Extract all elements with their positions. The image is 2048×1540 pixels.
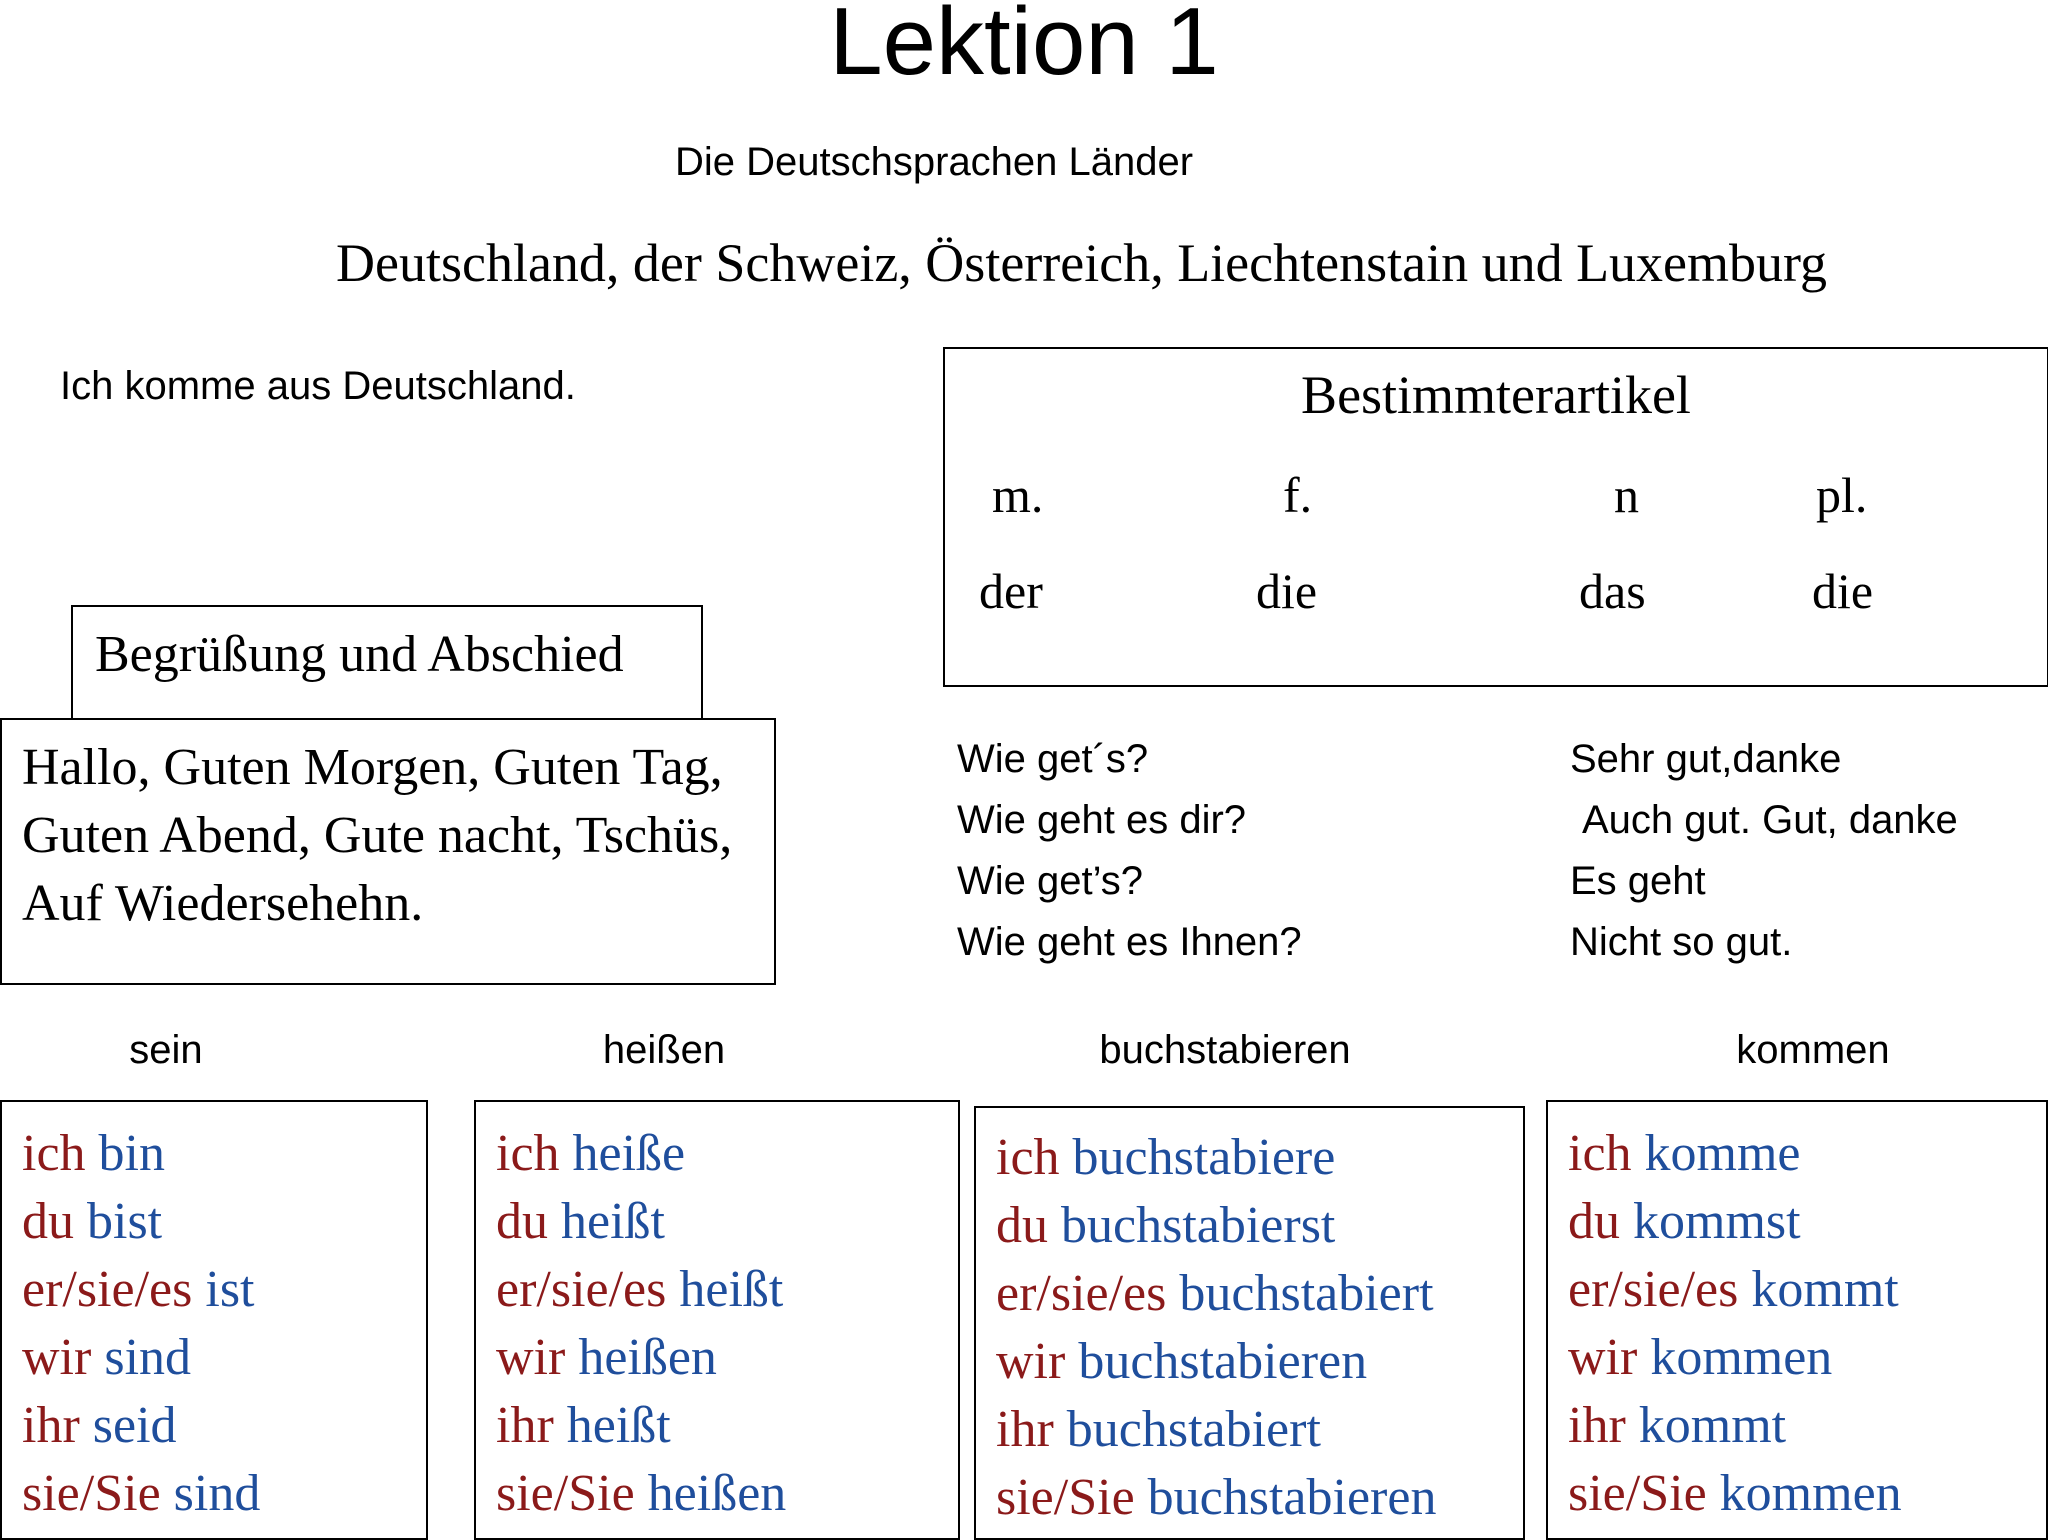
verb-form: heißen xyxy=(647,1465,787,1522)
conjugation-row xyxy=(1568,1188,1902,1256)
verb-form: kommen xyxy=(1719,1465,1902,1522)
pronoun: ihr xyxy=(496,1397,554,1454)
greetings-box xyxy=(0,718,776,985)
verb-form: buchstabierst xyxy=(1061,1197,1336,1254)
article-form-feminine: die xyxy=(1256,563,1318,619)
pronoun: du xyxy=(22,1193,74,1250)
verb-form: buchstabieren xyxy=(1078,1333,1368,1390)
verb-form: buchstabiert xyxy=(1179,1265,1434,1322)
pronoun: ihr xyxy=(996,1401,1054,1458)
pronoun: er/sie/es xyxy=(996,1265,1167,1322)
verb-form: kommt xyxy=(1751,1261,1899,1318)
conjugation-row xyxy=(496,1120,786,1188)
verb-form: buchstabiert xyxy=(1066,1401,1321,1458)
pronoun: ich xyxy=(496,1125,560,1182)
answer-item: Auch gut. Gut, danke xyxy=(1582,798,1958,842)
question-item: Wie geht es dir? xyxy=(957,798,1247,842)
pronoun: du xyxy=(996,1197,1048,1254)
conjugation-row xyxy=(496,1392,786,1460)
conjugation-row xyxy=(996,1328,1436,1396)
verb-form: kommen xyxy=(1650,1329,1833,1386)
verb-form: buchstabieren xyxy=(1147,1469,1437,1526)
verb-name-buchstabieren: buchstabieren xyxy=(1099,1028,1351,1072)
pronoun: ich xyxy=(22,1125,86,1182)
conjugation-row xyxy=(996,1124,1436,1192)
conjugation-row xyxy=(996,1396,1436,1464)
conjugation-row xyxy=(496,1460,786,1528)
conjugation-row xyxy=(22,1392,260,1460)
verb-form: kommst xyxy=(1633,1193,1801,1250)
verb-name-kommen: kommen xyxy=(1736,1028,1890,1072)
pronoun: wir xyxy=(496,1329,566,1386)
answer-item: Es geht xyxy=(1570,859,1706,903)
conjugation-row xyxy=(22,1188,260,1256)
verb-form: sind xyxy=(173,1465,261,1522)
conjugation-box-heissen xyxy=(474,1100,960,1540)
pronoun: ich xyxy=(996,1129,1060,1186)
conjugation-row xyxy=(496,1256,786,1324)
greetings-tab xyxy=(71,605,703,723)
question-item: Wie get´s? xyxy=(957,737,1149,781)
conjugation-row xyxy=(496,1188,786,1256)
verb-form: seid xyxy=(92,1397,177,1454)
pronoun: er/sie/es xyxy=(1568,1261,1739,1318)
pronoun: ihr xyxy=(22,1397,80,1454)
verb-form: komme xyxy=(1644,1125,1801,1182)
conjugation-row xyxy=(22,1460,260,1528)
conjugation-row xyxy=(996,1192,1436,1260)
origin-sentence: Ich komme aus Deutschland. xyxy=(60,364,576,408)
countries-line: Deutschland, der Schweiz, Österreich, Liechtenstain und Luxemburg xyxy=(336,233,1828,293)
conjugation-box-sein xyxy=(0,1100,428,1540)
conjugation-row xyxy=(1568,1324,1902,1392)
conjugation-box-buchstabieren xyxy=(974,1106,1525,1540)
pronoun: ich xyxy=(1568,1125,1632,1182)
verb-form: heißt xyxy=(679,1261,784,1318)
pronoun: du xyxy=(496,1193,548,1250)
pronoun: sie/Sie xyxy=(1568,1465,1707,1522)
verb-form: heißen xyxy=(578,1329,717,1386)
conjugation-box-kommen xyxy=(1546,1100,2048,1540)
conjugation-row xyxy=(1568,1120,1902,1188)
articles-title: Bestimmterartikel xyxy=(1301,365,1691,425)
conjugation-row xyxy=(22,1120,260,1188)
article-gender-masculine: m. xyxy=(992,467,1044,523)
pronoun: er/sie/es xyxy=(496,1261,667,1318)
pronoun: sie/Sie xyxy=(996,1469,1135,1526)
article-gender-neuter: n xyxy=(1614,467,1639,523)
verb-form: kommt xyxy=(1638,1397,1787,1454)
verb-form: heißt xyxy=(566,1397,671,1454)
pronoun: sie/Sie xyxy=(496,1465,635,1522)
verb-form: bin xyxy=(98,1125,165,1182)
verb-form: sind xyxy=(104,1329,192,1386)
verb-form: bist xyxy=(87,1193,163,1250)
pronoun: wir xyxy=(1568,1329,1638,1386)
conjugation-row xyxy=(496,1324,786,1392)
article-gender-plural: pl. xyxy=(1816,467,1868,523)
greetings-text: Hallo, Guten Morgen, Guten Tag, Guten Abend, Gute nacht, Tschüs, Auf Wiedersehehn. xyxy=(22,739,733,932)
pronoun: er/sie/es xyxy=(22,1261,193,1318)
conjugation-row xyxy=(996,1464,1436,1532)
question-item: Wie get’s? xyxy=(957,859,1144,903)
conjugation-row xyxy=(996,1260,1436,1328)
pronoun: ihr xyxy=(1568,1397,1626,1454)
verb-name-sein: sein xyxy=(129,1028,203,1072)
verb-form: heißt xyxy=(561,1193,665,1250)
conjugation-row xyxy=(22,1324,260,1392)
greetings-tab-label: Begrüßung und Abschied xyxy=(95,626,624,683)
answer-item: Sehr gut,danke xyxy=(1570,737,1842,781)
answer-item: Nicht so gut. xyxy=(1570,920,1793,964)
pronoun: wir xyxy=(996,1333,1066,1390)
article-form-masculine: der xyxy=(979,563,1043,619)
verb-form: buchstabiere xyxy=(1072,1129,1336,1186)
verb-name-heissen: heißen xyxy=(602,1028,726,1072)
conjugation-row xyxy=(1568,1392,1902,1460)
page-title: Lektion 1 xyxy=(829,0,1219,95)
pronoun: sie/Sie xyxy=(22,1465,161,1522)
verb-form: heiße xyxy=(572,1125,686,1182)
verb-form: ist xyxy=(205,1261,255,1318)
conjugation-row xyxy=(22,1256,260,1324)
page-subtitle: Die Deutschsprachen Länder xyxy=(675,140,1194,184)
pronoun: wir xyxy=(22,1329,92,1386)
pronoun: du xyxy=(1568,1193,1620,1250)
conjugation-row xyxy=(1568,1460,1902,1528)
articles-box xyxy=(943,347,2048,687)
article-gender-feminine: f. xyxy=(1283,467,1313,523)
question-item: Wie geht es Ihnen? xyxy=(957,920,1302,964)
article-form-neuter: das xyxy=(1579,563,1646,619)
conjugation-row xyxy=(1568,1256,1902,1324)
article-form-plural: die xyxy=(1812,563,1874,619)
